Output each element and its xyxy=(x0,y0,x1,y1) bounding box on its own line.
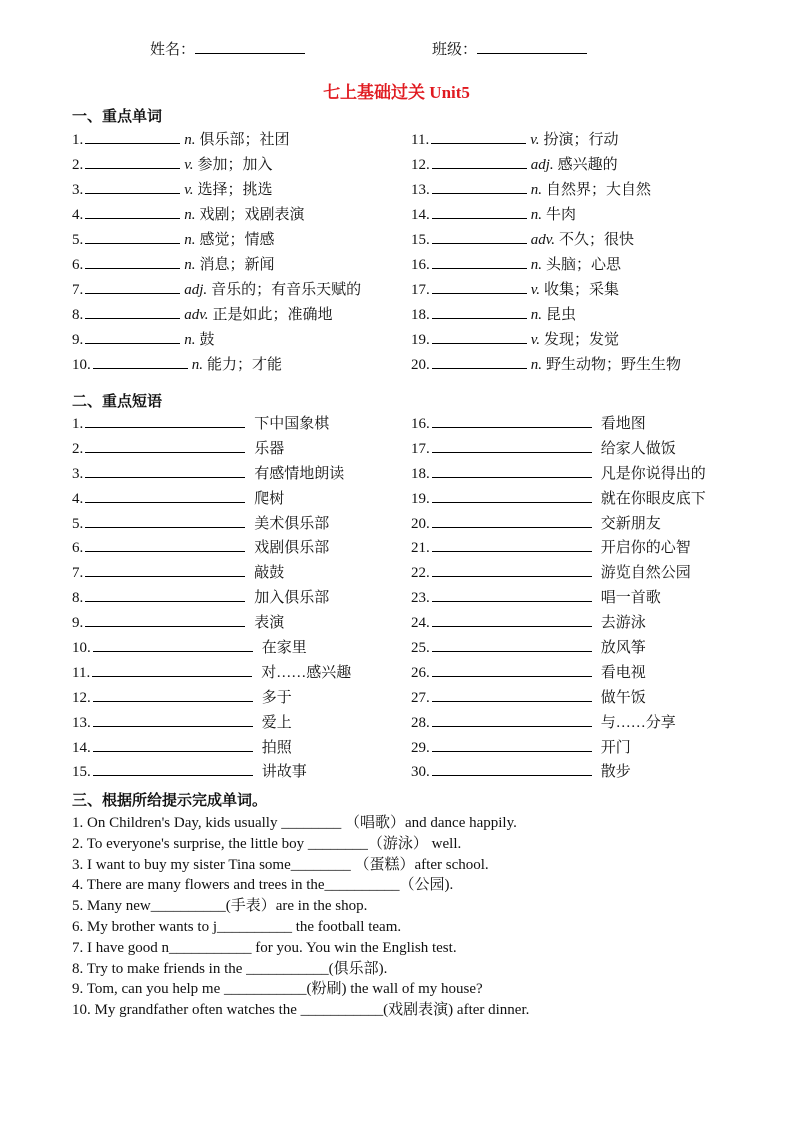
fill-in-sentence[interactable]: 5. Many new__________(手表）are in the shop. xyxy=(72,898,368,915)
section3-heading: 三、根据所给提示完成单词。 xyxy=(72,793,268,809)
phrase-item xyxy=(411,511,706,536)
meaning: 看地图 xyxy=(600,416,646,432)
item-number: 7. xyxy=(72,565,84,582)
vocab-item xyxy=(411,127,681,152)
phrase-item xyxy=(411,759,706,784)
phrase-item xyxy=(411,635,706,660)
item-number: 16. xyxy=(411,257,430,273)
item-number: 25. xyxy=(411,640,430,657)
meaning: 扮演；行动 xyxy=(543,132,619,148)
part-of-speech: n. xyxy=(184,132,196,148)
meaning: 拍照 xyxy=(261,739,292,756)
item-number: 14. xyxy=(411,207,430,223)
item-number: 27. xyxy=(411,689,430,706)
answer-blank[interactable] xyxy=(432,660,592,677)
part-of-speech: n. xyxy=(530,357,542,373)
fill-in-sentence[interactable]: 2. To everyone's surprise, the little boy ________（游泳） well. xyxy=(72,835,462,852)
phrase-item xyxy=(72,461,351,486)
meaning: 头脑；心思 xyxy=(546,257,622,273)
answer-blank[interactable] xyxy=(432,535,592,552)
item-number: 8. xyxy=(72,590,84,607)
item-number: 2. xyxy=(72,440,84,457)
meaning: 戏剧；戏剧表演 xyxy=(199,207,305,223)
answer-blank[interactable] xyxy=(93,352,188,369)
item-number: 26. xyxy=(411,664,430,681)
part-of-speech: v. xyxy=(530,332,541,348)
meaning: 不久；很快 xyxy=(559,232,635,248)
item-number: 5. xyxy=(72,232,84,248)
vocab-item xyxy=(72,327,361,352)
answer-blank[interactable] xyxy=(85,436,245,453)
meaning: 爬树 xyxy=(254,490,285,507)
vocab-item xyxy=(411,202,681,227)
answer-blank[interactable] xyxy=(432,461,592,478)
phrase-item xyxy=(72,535,351,560)
item-number: 21. xyxy=(411,540,430,557)
meaning: 戏剧俱乐部 xyxy=(254,540,330,557)
meaning: 讲故事 xyxy=(261,764,307,781)
phrase-item xyxy=(72,685,351,710)
answer-blank[interactable] xyxy=(85,302,180,319)
item-number: 4. xyxy=(72,490,84,507)
vocab-left-column xyxy=(72,127,361,377)
phrase-item xyxy=(411,535,706,560)
meaning: 音乐的；有音乐天赋的 xyxy=(211,282,362,298)
meaning: 选择；挑选 xyxy=(197,182,273,198)
phrase-item xyxy=(411,610,706,635)
meaning: 参加；加入 xyxy=(197,157,273,173)
answer-blank[interactable] xyxy=(85,486,245,503)
part-of-speech: adv. xyxy=(530,232,556,248)
fill-in-sentence[interactable]: 8. Try to make friends in the ___________(俱乐部). xyxy=(72,960,388,977)
meaning: 游览自然公园 xyxy=(600,565,691,582)
class-field[interactable] xyxy=(432,38,587,59)
item-number: 13. xyxy=(411,182,430,198)
meaning: 表演 xyxy=(254,615,285,632)
meaning: 交新朋友 xyxy=(600,515,661,532)
answer-blank[interactable] xyxy=(432,511,592,528)
answer-blank[interactable] xyxy=(85,127,180,144)
vocab-item xyxy=(72,152,361,177)
meaning: 鼓 xyxy=(199,332,215,348)
item-number: 4. xyxy=(72,207,84,223)
item-number: 12. xyxy=(411,157,430,173)
meaning: 爱上 xyxy=(261,714,292,731)
name-blank[interactable] xyxy=(195,39,305,54)
answer-blank[interactable] xyxy=(432,202,527,219)
phrase-item xyxy=(72,710,351,735)
vocab-item xyxy=(411,227,681,252)
phrase-item xyxy=(411,710,706,735)
meaning: 凡是你说得出的 xyxy=(600,465,706,482)
item-number: 1. xyxy=(72,416,84,432)
meaning: 下中国象棋 xyxy=(254,416,330,432)
meaning: 多于 xyxy=(261,689,292,706)
meaning: 在家里 xyxy=(261,640,307,657)
meaning: 牛肉 xyxy=(546,207,577,223)
answer-blank[interactable] xyxy=(432,560,592,577)
answer-blank[interactable] xyxy=(85,227,180,244)
answer-blank[interactable] xyxy=(85,610,245,627)
item-number: 29. xyxy=(411,739,430,756)
part-of-speech: n. xyxy=(184,332,196,348)
name-field[interactable] xyxy=(150,38,305,59)
item-number: 6. xyxy=(72,257,84,273)
item-number: 5. xyxy=(72,515,84,532)
phrase-right-column xyxy=(411,411,706,784)
part-of-speech: n. xyxy=(184,207,196,223)
vocab-item xyxy=(411,327,681,352)
fill-in-list xyxy=(72,813,529,1021)
meaning: 与……分享 xyxy=(600,714,676,731)
meaning: 昆虫 xyxy=(546,307,577,323)
meaning: 加入俱乐部 xyxy=(254,590,330,607)
item-number: 15. xyxy=(72,764,91,781)
answer-blank[interactable] xyxy=(93,735,253,752)
vocab-item xyxy=(72,352,361,377)
part-of-speech: v. xyxy=(184,157,194,173)
item-number: 30. xyxy=(411,764,430,781)
item-number: 6. xyxy=(72,540,84,557)
item-number: 19. xyxy=(411,332,430,348)
answer-blank[interactable] xyxy=(85,560,245,577)
section1-heading: 一、重点单词 xyxy=(72,109,163,125)
answer-blank[interactable] xyxy=(432,685,592,702)
item-number: 28. xyxy=(411,714,430,731)
vocab-right-column xyxy=(411,127,681,377)
answer-blank[interactable] xyxy=(432,277,527,294)
fill-in-sentence[interactable]: 7. I have good n___________ for you. You win the English test. xyxy=(72,939,457,956)
part-of-speech: n. xyxy=(530,257,542,273)
name-label: 姓名： xyxy=(150,42,196,58)
meaning: 野生动物；野生生物 xyxy=(546,357,682,373)
answer-blank[interactable] xyxy=(432,252,527,269)
vocab-item xyxy=(72,227,361,252)
phrase-item xyxy=(72,585,351,610)
answer-blank[interactable] xyxy=(432,302,527,319)
vocab-item xyxy=(411,352,681,377)
meaning: 就在你眼皮底下 xyxy=(600,490,706,507)
phrase-item xyxy=(72,635,351,660)
answer-blank[interactable] xyxy=(432,710,592,727)
meaning: 收集；采集 xyxy=(544,282,620,298)
phrase-left-column xyxy=(72,411,351,784)
answer-blank[interactable] xyxy=(85,327,180,344)
vocab-item xyxy=(72,202,361,227)
fill-in-sentence[interactable]: 4. There are many flowers and trees in the__________（公园). xyxy=(72,877,454,894)
phrase-item xyxy=(72,436,351,461)
class-blank[interactable] xyxy=(477,39,587,54)
item-number: 10. xyxy=(72,640,91,657)
meaning: 乐器 xyxy=(254,440,285,457)
part-of-speech: n. xyxy=(530,182,542,198)
meaning: 感觉；情感 xyxy=(199,232,275,248)
meaning: 开门 xyxy=(600,739,631,756)
meaning: 去游泳 xyxy=(600,615,646,632)
part-of-speech: n. xyxy=(184,232,196,248)
item-number: 17. xyxy=(411,282,430,298)
meaning: 看电视 xyxy=(600,664,646,681)
item-number: 16. xyxy=(411,416,430,432)
item-number: 17. xyxy=(411,440,430,457)
meaning: 消息；新闻 xyxy=(199,257,275,273)
fill-in-sentence[interactable]: 6. My brother wants to j__________ the football team. xyxy=(72,918,402,935)
answer-blank[interactable] xyxy=(432,352,527,369)
answer-blank[interactable] xyxy=(432,327,527,344)
phrase-item xyxy=(72,511,351,536)
meaning: 感兴趣的 xyxy=(557,157,618,173)
answer-blank[interactable] xyxy=(85,252,180,269)
answer-blank[interactable] xyxy=(431,127,526,144)
answer-blank[interactable] xyxy=(432,227,527,244)
item-number: 20. xyxy=(411,357,430,373)
answer-blank[interactable] xyxy=(432,635,592,652)
part-of-speech: n. xyxy=(530,207,542,223)
item-number: 8. xyxy=(72,307,84,323)
class-label: 班级： xyxy=(432,42,478,58)
phrase-item xyxy=(72,560,351,585)
meaning: 散步 xyxy=(600,764,631,781)
answer-blank[interactable] xyxy=(432,436,592,453)
vocab-item xyxy=(411,177,681,202)
phrase-item xyxy=(72,735,351,760)
meaning: 自然界；大自然 xyxy=(546,182,652,198)
answer-blank[interactable] xyxy=(85,152,180,169)
meaning: 对……感兴趣 xyxy=(261,664,352,681)
answer-blank[interactable] xyxy=(432,585,592,602)
part-of-speech: v. xyxy=(184,182,194,198)
item-number: 15. xyxy=(411,232,430,248)
phrase-item xyxy=(411,660,706,685)
meaning: 发现；发觉 xyxy=(544,332,620,348)
item-number: 11. xyxy=(411,132,430,148)
item-number: 9. xyxy=(72,615,84,632)
item-number: 22. xyxy=(411,565,430,582)
part-of-speech: adv. xyxy=(184,307,209,323)
vocab-item xyxy=(72,252,361,277)
fill-in-sentence[interactable]: 3. I want to buy my sister Tina some________ （蛋糕）after school. xyxy=(72,856,489,873)
phrase-item xyxy=(72,486,351,511)
phrase-item xyxy=(411,436,706,461)
item-number: 18. xyxy=(411,307,430,323)
answer-blank[interactable] xyxy=(85,202,180,219)
page-title: 七上基础过关 Unit5 xyxy=(323,83,470,102)
meaning: 正是如此；准确地 xyxy=(212,307,333,323)
phrase-item xyxy=(72,759,351,784)
answer-blank[interactable] xyxy=(93,759,253,776)
answer-blank[interactable] xyxy=(85,585,245,602)
meaning: 美术俱乐部 xyxy=(254,515,330,532)
item-number: 9. xyxy=(72,332,84,348)
answer-blank[interactable] xyxy=(432,152,527,169)
answer-blank[interactable] xyxy=(93,710,253,727)
answer-blank[interactable] xyxy=(432,759,592,776)
answer-blank[interactable] xyxy=(432,735,592,752)
fill-in-sentence[interactable]: 1. On Children's Day, kids usually ________ （唱歌）and dance happily. xyxy=(72,815,517,831)
phrase-item xyxy=(411,685,706,710)
meaning: 给家人做饭 xyxy=(600,440,676,457)
answer-blank[interactable] xyxy=(432,411,592,428)
phrase-item xyxy=(72,610,351,635)
meaning: 能力；才能 xyxy=(207,357,283,373)
answer-blank[interactable] xyxy=(85,461,245,478)
answer-blank[interactable] xyxy=(85,277,180,294)
phrase-item xyxy=(411,585,706,610)
answer-blank[interactable] xyxy=(85,177,180,194)
part-of-speech: v. xyxy=(530,282,541,298)
phrase-item xyxy=(411,560,706,585)
vocab-item xyxy=(411,152,681,177)
vocab-item xyxy=(411,277,681,302)
phrase-item xyxy=(411,735,706,760)
item-number: 3. xyxy=(72,182,84,198)
item-number: 12. xyxy=(72,689,91,706)
phrase-item xyxy=(72,660,351,685)
item-number: 24. xyxy=(411,615,430,632)
phrase-item xyxy=(72,411,351,436)
meaning: 开启你的心智 xyxy=(600,540,691,557)
answer-blank[interactable] xyxy=(85,535,245,552)
meaning: 有感情地朗读 xyxy=(254,465,345,482)
vocab-item xyxy=(72,277,361,302)
item-number: 20. xyxy=(411,515,430,532)
part-of-speech: adj. xyxy=(184,282,208,298)
meaning: 俱乐部；社团 xyxy=(199,132,290,148)
item-number: 11. xyxy=(72,664,91,681)
part-of-speech: v. xyxy=(530,132,540,148)
vocab-item xyxy=(72,177,361,202)
section2-heading: 二、重点短语 xyxy=(72,394,163,410)
phrase-item xyxy=(411,411,706,436)
answer-blank[interactable] xyxy=(432,486,592,503)
item-number: 10. xyxy=(72,357,91,373)
meaning: 放风筝 xyxy=(600,640,646,657)
phrase-item xyxy=(411,461,706,486)
item-number: 18. xyxy=(411,465,430,482)
part-of-speech: n. xyxy=(184,257,196,273)
fill-in-sentence[interactable]: 9. Tom, can you help me ___________(粉刷) the wall of my house? xyxy=(72,981,483,998)
meaning: 敲鼓 xyxy=(254,565,285,582)
item-number: 1. xyxy=(72,132,84,148)
vocab-item xyxy=(72,127,361,152)
part-of-speech: n. xyxy=(191,357,203,373)
item-number: 2. xyxy=(72,157,84,173)
item-number: 3. xyxy=(72,465,84,482)
meaning: 唱一首歌 xyxy=(600,590,661,607)
answer-blank[interactable] xyxy=(85,411,245,428)
part-of-speech: n. xyxy=(530,307,542,323)
part-of-speech: adj. xyxy=(530,157,554,173)
fill-in-sentence[interactable]: 10. My grandfather often watches the ___________(戏剧表演) after dinner. xyxy=(72,1002,530,1019)
vocab-item xyxy=(411,252,681,277)
phrase-item xyxy=(411,486,706,511)
answer-blank[interactable] xyxy=(93,635,253,652)
answer-blank[interactable] xyxy=(432,610,592,627)
item-number: 14. xyxy=(72,739,91,756)
item-number: 7. xyxy=(72,282,84,298)
item-number: 19. xyxy=(411,490,430,507)
item-number: 23. xyxy=(411,590,430,607)
answer-blank[interactable] xyxy=(85,511,245,528)
answer-blank[interactable] xyxy=(432,177,527,194)
meaning: 做午饭 xyxy=(600,689,646,706)
answer-blank[interactable] xyxy=(93,685,253,702)
item-number: 13. xyxy=(72,714,91,731)
vocab-item xyxy=(72,302,361,327)
answer-blank[interactable] xyxy=(92,660,252,677)
vocab-item xyxy=(411,302,681,327)
